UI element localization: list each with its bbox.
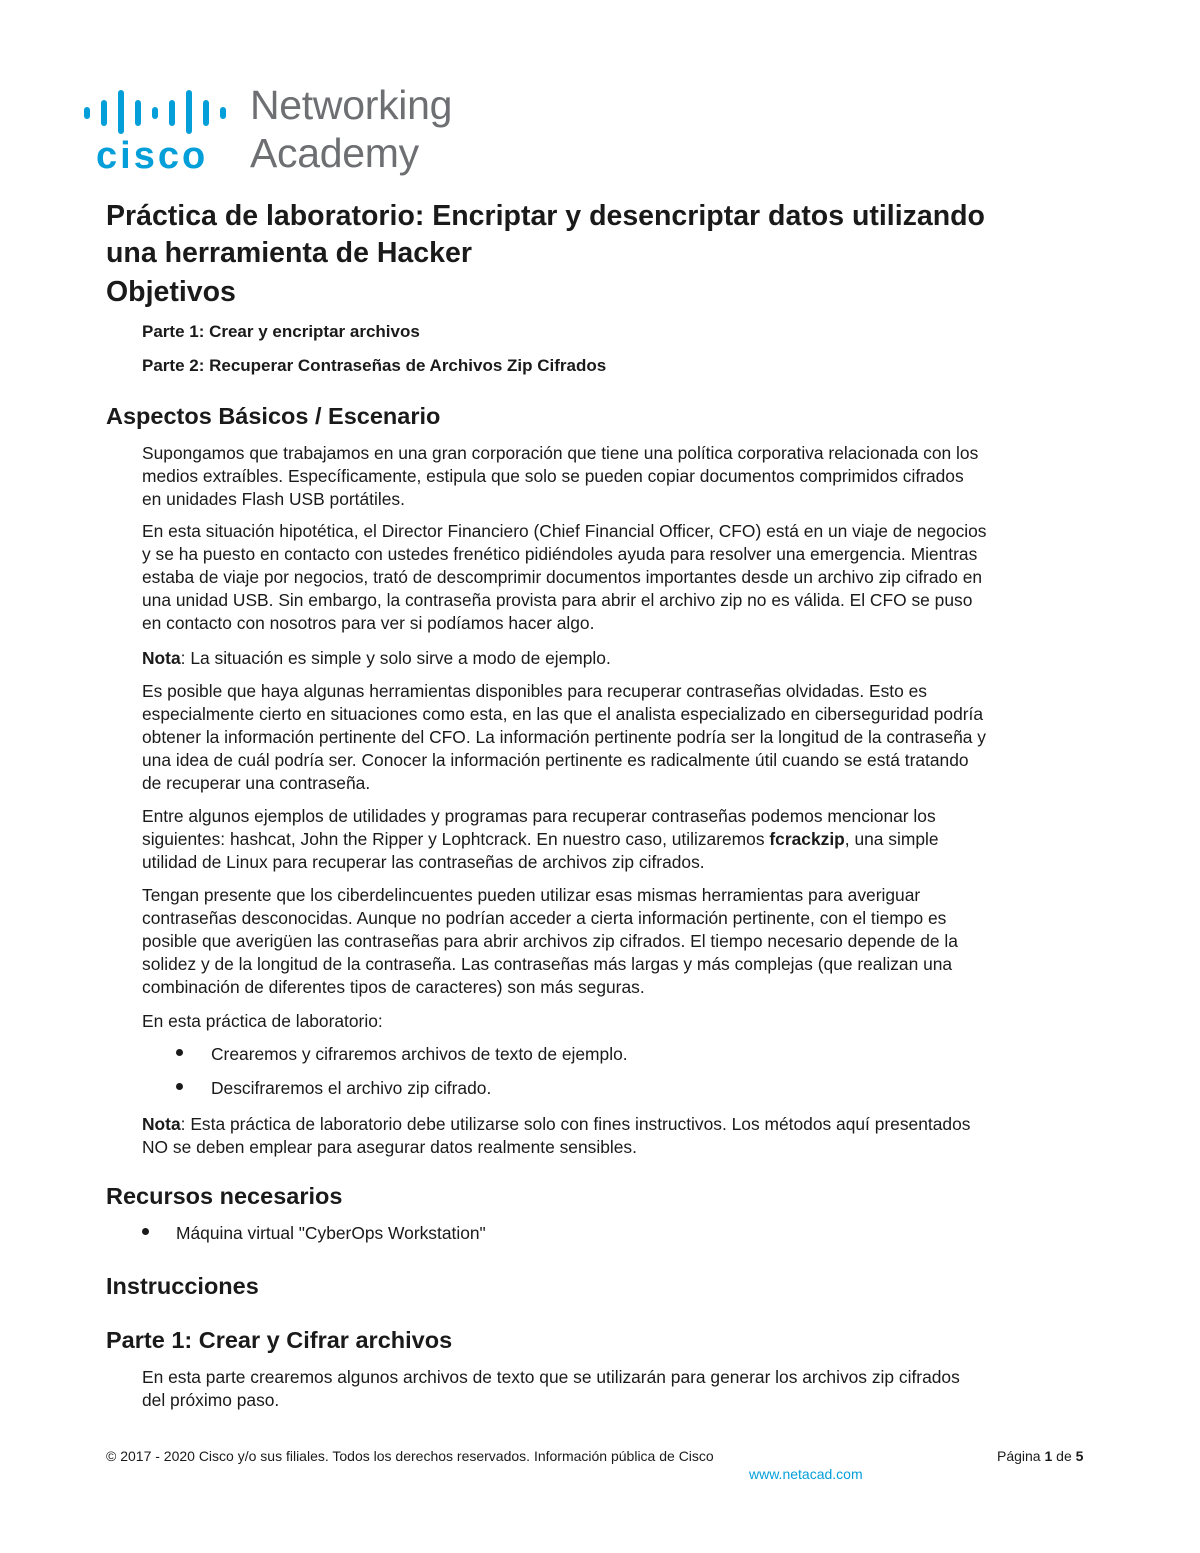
document-title — [106, 198, 1106, 272]
page-total: 5 — [1075, 1448, 1084, 1464]
text-line: estaba de viaje por negocios, trató de descomprimir documentos importantes desde un archivo zip cifrado en — [142, 567, 983, 587]
lab-bullet-2: Descifraremos el archivo zip cifrado. — [211, 1078, 492, 1098]
text-segment: , una simple — [844, 829, 939, 849]
text-line: una idea de cuál podría ser. Conocer la información pertinente es radicalmente útil cuando se está tratando — [142, 750, 969, 770]
scenario-paragraph-1 — [142, 442, 1097, 511]
resources-heading: Recursos necesarios — [106, 1183, 343, 1209]
lab-bullet-1: Crearemos y cifraremos archivos de texto de ejemplo. — [211, 1044, 628, 1064]
text-line: solidez y de la longitud de la contraseña. Las contraseñas más largas y más complejas (que realizan una — [142, 954, 953, 974]
text-line: posible que averigüen las contraseñas para abrir archivos zip cifrados. El tiempo necesario depende de la — [142, 931, 958, 951]
scenario-note-2 — [142, 1113, 1097, 1159]
instructions-heading: Instrucciones — [106, 1273, 259, 1299]
document-title-line-2: una herramienta de Hacker — [106, 237, 472, 269]
text-line: combinación de diferentes tipos de caracteres) son más seguras. — [142, 977, 645, 997]
scenario-paragraph-6: En esta práctica de laboratorio: — [142, 1011, 383, 1031]
bullet-icon — [142, 1228, 149, 1235]
objectives-heading: Objetivos — [106, 276, 236, 308]
resource-item-1: Máquina virtual "CyberOps Workstation" — [176, 1223, 486, 1243]
bullet-icon — [176, 1083, 183, 1090]
text-line: en contacto con nosotros para ver si podíamos hacer algo. — [142, 613, 595, 633]
scenario-note-1 — [142, 647, 1097, 670]
text-line: en unidades Flash USB portátiles. — [142, 489, 405, 509]
netacad-link[interactable]: www.netacad.com — [749, 1466, 863, 1482]
text-line: obtener la información pertinente del CFO. La información pertinente podría ser la longitud de la contraseña y — [142, 727, 986, 747]
text-line: Tengan presente que los ciberdelincuentes pueden utilizar esas mismas herramientas para averiguar — [142, 885, 921, 905]
scenario-paragraph-2 — [142, 520, 1097, 635]
bullet-icon — [176, 1049, 183, 1056]
text-line: una unidad USB. Sin embargo, la contraseña provista para abrir el archivo zip no es válida. El CFO se puso — [142, 590, 973, 610]
logo-academy-text: Academy — [250, 130, 419, 176]
background-scenario-heading: Aspectos Básicos / Escenario — [106, 403, 441, 429]
objective-part-1: Parte 1: Crear y encriptar archivos — [142, 322, 420, 341]
text-line: Entre algunos ejemplos de utilidades y programas para recuperar contraseñas podemos mencionar los — [142, 806, 936, 826]
scenario-paragraph-3 — [142, 680, 1097, 795]
text-line: En esta situación hipotética, el Director Financiero (Chief Financial Officer, CFO) está en un viaje de negocios — [142, 521, 987, 541]
cisco-bars-logo-mark — [84, 90, 234, 134]
text-line: de recuperar una contraseña. — [142, 773, 371, 793]
text-line: Supongamos que trabajamos en una gran corporación que tiene una política corporativa relacionada con los — [142, 443, 979, 463]
objective-part-2: Parte 2: Recuperar Contraseñas de Archivos Zip Cifrados — [142, 356, 607, 375]
text-line: Es posible que haya algunas herramientas disponibles para recuperar contraseñas olvidadas. Esto es — [142, 681, 927, 701]
note-text: : Esta práctica de laboratorio debe utilizarse solo con fines instructivos. Los métodos aquí presentados — [180, 1114, 971, 1134]
footer-page-number — [997, 1447, 1083, 1465]
part-1-paragraph — [142, 1366, 1097, 1412]
cisco-wordmark — [96, 138, 236, 174]
text-line: utilidad de Linux para recuperar las contraseñas de archivos zip cifrados. — [142, 852, 705, 872]
cisco-networking-academy-logo — [84, 84, 484, 184]
text-line: especialmente cierto en situaciones como esta, en las que el analista especializado en ciberseguridad podría — [142, 704, 984, 724]
text-line: del próximo paso. — [142, 1390, 280, 1410]
page-middle: de — [1052, 1448, 1076, 1464]
cisco-wordmark-text: cisco — [96, 138, 209, 174]
note-text: : La situación es simple y solo sirve a modo de ejemplo. — [180, 648, 611, 668]
scenario-paragraph-5 — [142, 884, 1097, 999]
page-current: 1 — [1044, 1448, 1053, 1464]
document-title-line-1: Práctica de laboratorio: Encriptar y desencriptar datos utilizando — [106, 200, 985, 232]
text-line: y se ha puesto en contacto con ustedes frenético pidiéndoles ayuda para resolver una emergencia. Mientras — [142, 544, 978, 564]
tool-name-fcrackzip: fcrackzip — [769, 829, 845, 849]
text-line: En esta parte crearemos algunos archivos de texto que se utilizarán para generar los archivos zip cifrados — [142, 1367, 960, 1387]
text-line: medios extraíbles. Específicamente, estipula que solo se pueden copiar documentos comprimidos cifrados — [142, 466, 964, 486]
footer-copyright: © 2017 - 2020 Cisco y/o sus filiales. Todos los derechos reservados. Información pública de Cisco — [106, 1448, 714, 1464]
text-line: contraseñas desconocidas. Aunque no podrían acceder a cierta información pertinente, con el tiempo es — [142, 908, 947, 928]
logo-networking-text: Networking — [250, 82, 453, 128]
part-1-heading: Parte 1: Crear y Cifrar archivos — [106, 1327, 453, 1353]
page-prefix: Página — [997, 1448, 1045, 1464]
note-label: Nota — [142, 648, 181, 668]
text-segment: siguientes: hashcat, John the Ripper y Lophtcrack. En nuestro caso, utilizaremos — [142, 829, 770, 849]
note-label: Nota — [142, 1114, 181, 1134]
scenario-paragraph-4 — [142, 805, 1097, 874]
text-line: NO se deben emplear para asegurar datos realmente sensibles. — [142, 1137, 637, 1157]
